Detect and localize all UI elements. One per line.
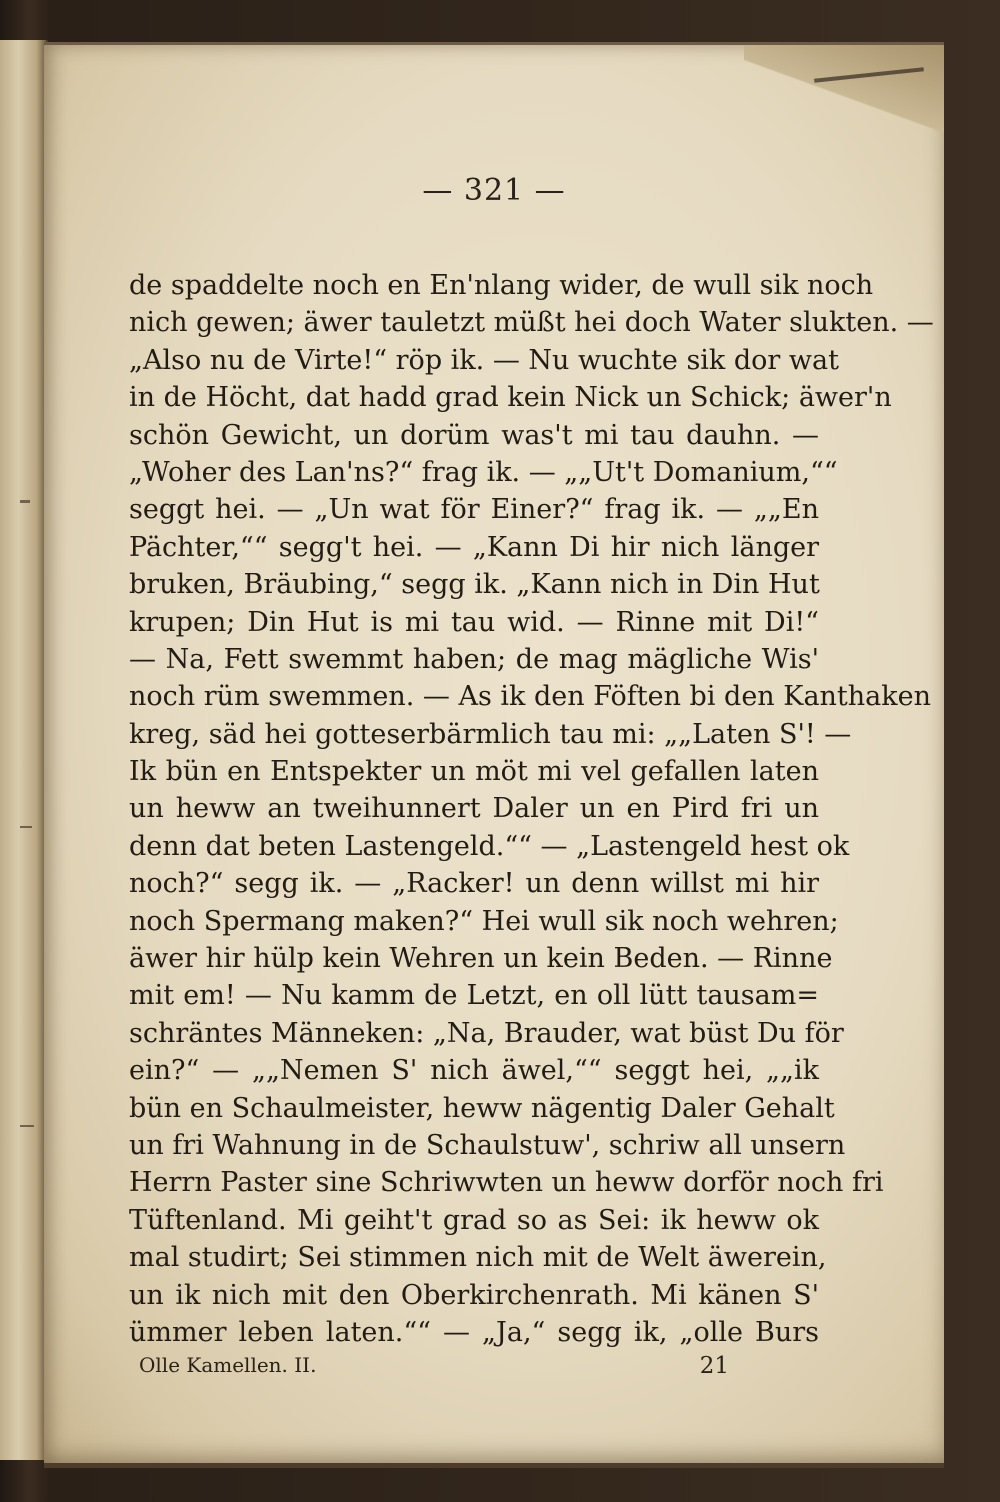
text-line: Tüftenland. Mi geiht't grad so as Sei: ik heww ok xyxy=(129,1204,819,1236)
text-line: de spaddelte noch en En'nlang wider, de wull sik noch xyxy=(129,270,874,301)
book-page xyxy=(44,42,944,1468)
text-line: ümmer leben laten.““ — „Ja,“ segg ik, „olle Burs xyxy=(129,1316,819,1348)
text-line: äwer hir hülp kein Wehren un kein Beden. — Rinne xyxy=(129,943,833,975)
margin-mark xyxy=(20,1125,34,1127)
page-body-text xyxy=(129,267,934,1351)
text-line: krupen; Din Hut is mi tau wid. — Rinne mit Di!“ xyxy=(129,606,819,638)
text-line: schräntes Männeken: „Na, Brauder, wat büst Du för xyxy=(129,1017,844,1049)
text-line: noch rüm swemmen. — As ik den Föften bi den Kanthaken xyxy=(129,681,931,713)
text-line: in de Höcht, dat hadd grad kein Nick un Schick; äwer'n xyxy=(129,382,892,414)
text-line: Herrn Paster sine Schriwwten un heww dorför noch fri xyxy=(129,1167,884,1199)
text-line: „Also nu de Virte!“ röp ik. — Nu wuchte sik dor wat xyxy=(129,344,839,376)
text-line: ein?“ — „„Nemen S' nich äwel,““ seggt hei, „„ik xyxy=(129,1055,819,1087)
text-line: noch?“ segg ik. — „Racker! un denn willst mi hir xyxy=(129,868,819,900)
text-line: mal studirt; Sei stimmen nich mit de Welt äwerein, xyxy=(129,1242,827,1274)
text-line: Pächter,““ segg't hei. — „Kann Di hir nich länger xyxy=(129,531,819,563)
page-number-header: — 321 — xyxy=(422,173,566,208)
text-line: bruken, Bräubing,“ segg ik. „Kann nich in Din Hut xyxy=(129,569,820,601)
previous-page-edge xyxy=(0,40,48,1460)
text-line: un heww an tweihunnert Daler un en Pird fri un xyxy=(129,793,819,825)
text-line: un ik nich mit den Oberkirchenrath. Mi känen S' xyxy=(129,1279,819,1311)
signature-mark: 21 xyxy=(699,1353,729,1379)
text-line: seggt hei. — „Un wat för Einer?“ frag ik. — „„En xyxy=(129,494,819,526)
text-line: — Na, Fett swemmt haben; de mag mägliche Wis' xyxy=(129,643,819,675)
page-footer xyxy=(139,1353,729,1377)
text-line: schön Gewicht, un dorüm was't mi tau dauhn. — xyxy=(129,419,819,451)
folded-corner xyxy=(744,45,944,165)
text-line: bün en Schaulmeister, heww nägentig Daler Gehalt xyxy=(129,1092,835,1124)
text-line: un fri Wahnung in de Schaulstuw', schriw all unsern xyxy=(129,1129,846,1161)
text-line: nich gewen; äwer tauletzt müßt hei doch Water slukten. — xyxy=(129,307,934,339)
text-line: „Woher des Lan'ns?“ frag ik. — „„Ut't Domanium,““ xyxy=(129,456,838,488)
text-line: Ik bün en Entspekter un möt mi vel gefallen laten xyxy=(129,756,819,788)
margin-mark xyxy=(20,826,32,828)
text-line: denn dat beten Lastengeld.““ — „Lastengeld hest ok xyxy=(129,830,850,862)
text-line: kreg, säd hei gotteserbärmlich tau mi: „„Laten S'! — xyxy=(129,718,852,750)
footer-title: Olle Kamellen. II. xyxy=(139,1353,317,1377)
margin-mark xyxy=(20,500,30,503)
text-line: noch Spermang maken?“ Hei wull sik noch wehren; xyxy=(129,905,839,937)
text-line: mit em! — Nu kamm de Letzt, en oll lütt tausam= xyxy=(129,980,819,1012)
